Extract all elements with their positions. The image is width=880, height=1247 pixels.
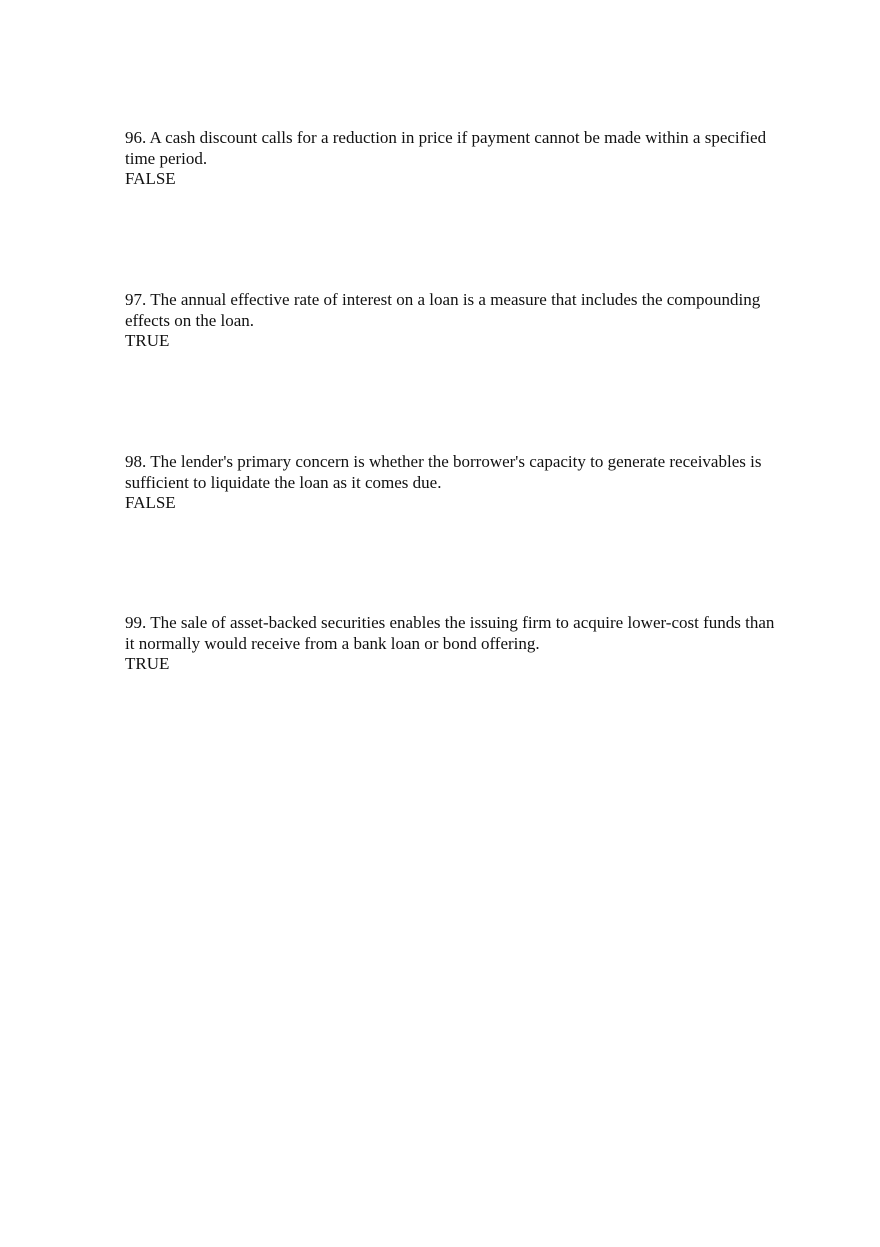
question-98 — [125, 452, 785, 514]
question-text: 99. The sale of asset-backed securities enables the issuing firm to acquire lower-cost funds than it normally would receive from a bank loan or bond offering. — [125, 613, 775, 653]
question-99 — [125, 613, 785, 675]
question-text: 97. The annual effective rate of interest on a loan is a measure that includes the compounding effects on the loan. — [125, 290, 761, 330]
question-97 — [125, 290, 785, 352]
answer: TRUE — [125, 331, 170, 350]
answer: FALSE — [125, 169, 176, 188]
answer: FALSE — [125, 493, 176, 512]
question-text: 98. The lender's primary concern is whether the borrower's capacity to generate receivables is sufficient to liquidate the loan as it comes due. — [125, 452, 762, 492]
question-96 — [125, 128, 785, 190]
answer: TRUE — [125, 654, 170, 673]
question-text: 96. A cash discount calls for a reduction in price if payment cannot be made within a specified time period. — [125, 128, 767, 168]
